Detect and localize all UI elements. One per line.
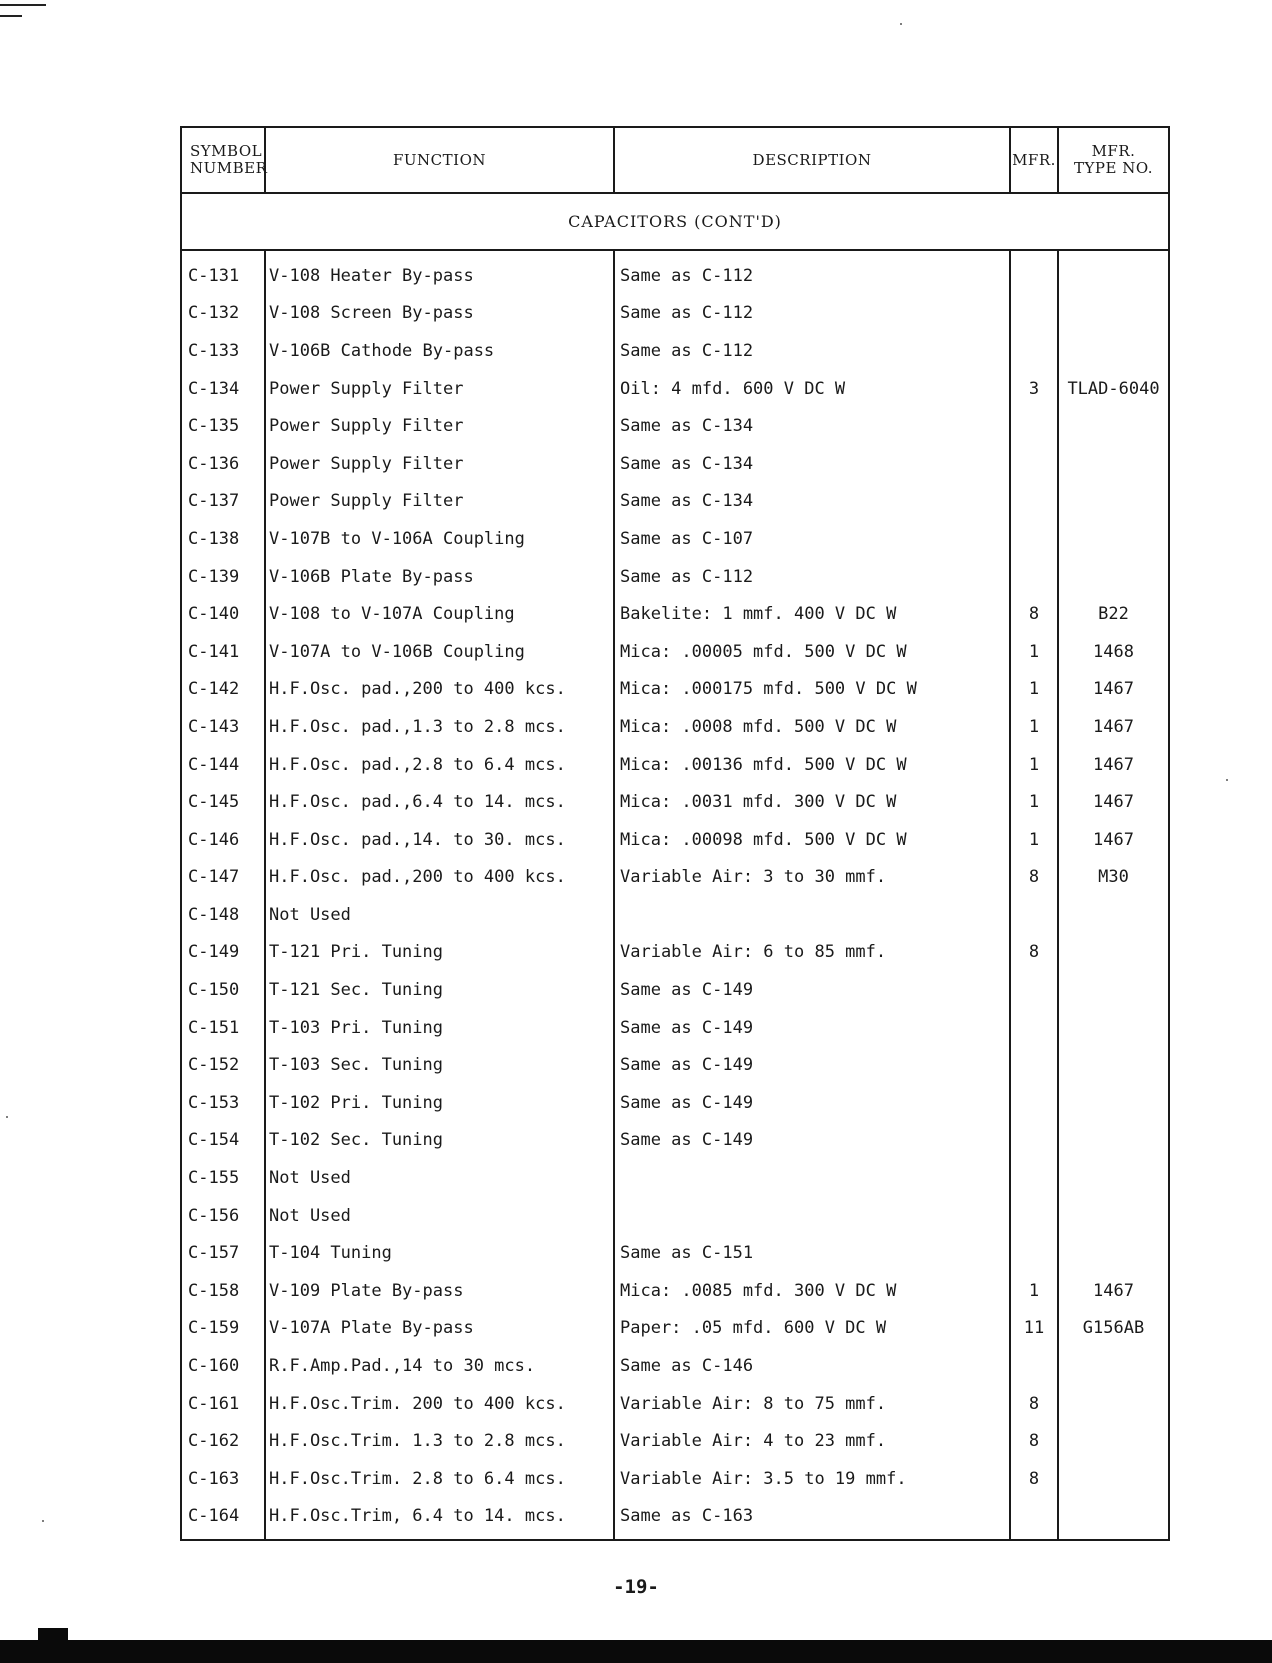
description-cell: Mica: .0085 mfd. 300 V DC W xyxy=(614,1272,1010,1310)
table-row xyxy=(181,558,1169,596)
description-cell: Mica: .00136 mfd. 500 V DC W xyxy=(614,746,1010,784)
function-cell: T-121 Pri. Tuning xyxy=(265,934,614,972)
description-cell: Same as C-151 xyxy=(614,1234,1010,1272)
table-row xyxy=(181,783,1169,821)
description-cell: Same as C-149 xyxy=(614,971,1010,1009)
function-cell: H.F.Osc.Trim. 1.3 to 2.8 mcs. xyxy=(265,1422,614,1460)
description-cell: Same as C-149 xyxy=(614,1122,1010,1160)
mfr-cell: 3 xyxy=(1010,370,1058,408)
mfr-cell xyxy=(1010,1159,1058,1197)
description-cell: Same as C-149 xyxy=(614,1084,1010,1122)
table-row xyxy=(181,1046,1169,1084)
symbol-number-cell: C-160 xyxy=(181,1347,265,1385)
mfr-type-cell xyxy=(1058,407,1169,445)
function-cell: Power Supply Filter xyxy=(265,407,614,445)
table-row xyxy=(181,1197,1169,1235)
mfr-cell: 8 xyxy=(1010,934,1058,972)
function-cell: H.F.Osc.Trim. 2.8 to 6.4 mcs. xyxy=(265,1460,614,1498)
symbol-number-cell: C-142 xyxy=(181,671,265,709)
mfr-type-cell: 1467 xyxy=(1058,671,1169,709)
description-cell: Oil: 4 mfd. 600 V DC W xyxy=(614,370,1010,408)
table-body xyxy=(181,250,1169,1540)
description-cell: Paper: .05 mfd. 600 V DC W xyxy=(614,1310,1010,1348)
table-row xyxy=(181,595,1169,633)
mfr-type-cell: M30 xyxy=(1058,859,1169,897)
mfr-type-cell xyxy=(1058,1234,1169,1272)
mfr-type-cell xyxy=(1058,1009,1169,1047)
function-cell: Power Supply Filter xyxy=(265,445,614,483)
table-row xyxy=(181,821,1169,859)
function-cell: Power Supply Filter xyxy=(265,370,614,408)
table-row xyxy=(181,896,1169,934)
table-row xyxy=(181,1159,1169,1197)
symbol-number-cell: C-163 xyxy=(181,1460,265,1498)
description-cell: Variable Air: 3 to 30 mmf. xyxy=(614,859,1010,897)
mfr-type-cell: 1467 xyxy=(1058,821,1169,859)
function-cell: V-108 to V-107A Coupling xyxy=(265,595,614,633)
mfr-type-cell: TLAD-6040 xyxy=(1058,370,1169,408)
mfr-type-cell xyxy=(1058,1046,1169,1084)
mfr-cell xyxy=(1010,896,1058,934)
mfr-type-cell xyxy=(1058,1422,1169,1460)
function-cell: H.F.Osc.Trim, 6.4 to 14. mcs. xyxy=(265,1498,614,1541)
mfr-cell xyxy=(1010,250,1058,295)
table-row xyxy=(181,332,1169,370)
symbol-number-cell: C-158 xyxy=(181,1272,265,1310)
description-cell: Same as C-146 xyxy=(614,1347,1010,1385)
description-cell: Same as C-149 xyxy=(614,1009,1010,1047)
table-row xyxy=(181,746,1169,784)
mfr-type-cell: G156AB xyxy=(1058,1310,1169,1348)
function-cell: T-103 Pri. Tuning xyxy=(265,1009,614,1047)
table-row xyxy=(181,1009,1169,1047)
description-cell: Mica: .000175 mfd. 500 V DC W xyxy=(614,671,1010,709)
function-cell: Not Used xyxy=(265,1159,614,1197)
symbol-number-cell: C-141 xyxy=(181,633,265,671)
mfr-cell: 8 xyxy=(1010,1422,1058,1460)
symbol-number-cell: C-140 xyxy=(181,595,265,633)
function-cell: H.F.Osc. pad.,6.4 to 14. mcs. xyxy=(265,783,614,821)
mfr-cell xyxy=(1010,1498,1058,1541)
function-cell: H.F.Osc.Trim. 200 to 400 kcs. xyxy=(265,1385,614,1423)
mfr-header: MFR. xyxy=(1010,127,1058,193)
table-row xyxy=(181,971,1169,1009)
function-cell: H.F.Osc. pad.,2.8 to 6.4 mcs. xyxy=(265,746,614,784)
symbol-number-cell: C-147 xyxy=(181,859,265,897)
table-row xyxy=(181,671,1169,709)
description-cell: Same as C-107 xyxy=(614,520,1010,558)
function-cell: T-102 Pri. Tuning xyxy=(265,1084,614,1122)
table-row xyxy=(181,407,1169,445)
mfr-type-cell xyxy=(1058,520,1169,558)
section-title: CAPACITORS (CONT'D) xyxy=(181,193,1169,250)
description-cell: Mica: .00098 mfd. 500 V DC W xyxy=(614,821,1010,859)
function-cell: Not Used xyxy=(265,896,614,934)
symbol-number-cell: C-138 xyxy=(181,520,265,558)
mfr-type-cell: 1468 xyxy=(1058,633,1169,671)
mfr-type-cell xyxy=(1058,1159,1169,1197)
description-cell: Same as C-149 xyxy=(614,1046,1010,1084)
symbol-number-cell: C-162 xyxy=(181,1422,265,1460)
scan-speck xyxy=(900,23,902,25)
table-row xyxy=(181,1084,1169,1122)
function-cell: R.F.Amp.Pad.,14 to 30 mcs. xyxy=(265,1347,614,1385)
mfr-type-cell xyxy=(1058,1122,1169,1160)
mfr-cell xyxy=(1010,483,1058,521)
mfr-cell: 8 xyxy=(1010,859,1058,897)
mfr-cell xyxy=(1010,445,1058,483)
mfr-type-cell: 1467 xyxy=(1058,783,1169,821)
mfr-type-cell: 1467 xyxy=(1058,746,1169,784)
scan-speck xyxy=(6,1116,8,1118)
mfr-type-cell xyxy=(1058,445,1169,483)
symbol-number-cell: C-157 xyxy=(181,1234,265,1272)
function-cell: H.F.Osc. pad.,1.3 to 2.8 mcs. xyxy=(265,708,614,746)
symbol-number-cell: C-149 xyxy=(181,934,265,972)
symbol-number-cell: C-133 xyxy=(181,332,265,370)
symbol-number-cell: C-161 xyxy=(181,1385,265,1423)
table-row xyxy=(181,633,1169,671)
symbol-number-cell: C-164 xyxy=(181,1498,265,1541)
symbol-number-cell: C-154 xyxy=(181,1122,265,1160)
symbol-number-cell: C-145 xyxy=(181,783,265,821)
scan-speck xyxy=(1226,779,1228,781)
mfr-type-cell xyxy=(1058,1084,1169,1122)
table-row xyxy=(181,1310,1169,1348)
table-row xyxy=(181,250,1169,295)
mfr-type-cell xyxy=(1058,1460,1169,1498)
description-cell: Same as C-112 xyxy=(614,295,1010,333)
mfr-cell: 8 xyxy=(1010,1385,1058,1423)
mfr-type-cell xyxy=(1058,1498,1169,1541)
mfr-type-cell xyxy=(1058,934,1169,972)
mfr-cell: 1 xyxy=(1010,708,1058,746)
description-cell: Same as C-134 xyxy=(614,483,1010,521)
table-row xyxy=(181,1385,1169,1423)
symbol-number-cell: C-148 xyxy=(181,896,265,934)
table-row xyxy=(181,370,1169,408)
table-row xyxy=(181,1272,1169,1310)
function-cell: H.F.Osc. pad.,200 to 400 kcs. xyxy=(265,671,614,709)
symbol-number-cell: C-150 xyxy=(181,971,265,1009)
function-cell: T-121 Sec. Tuning xyxy=(265,971,614,1009)
mfr-type-cell xyxy=(1058,1197,1169,1235)
table-row xyxy=(181,1234,1169,1272)
mfr-cell xyxy=(1010,1122,1058,1160)
description-cell: Variable Air: 4 to 23 mmf. xyxy=(614,1422,1010,1460)
symbol-number-cell: C-159 xyxy=(181,1310,265,1348)
symbol-number-cell: C-156 xyxy=(181,1197,265,1235)
symbol-number-cell: C-143 xyxy=(181,708,265,746)
symbol-number-header: SYMBOL NUMBER xyxy=(181,127,265,193)
function-cell: V-107A Plate By-pass xyxy=(265,1310,614,1348)
mfr-cell: 1 xyxy=(1010,821,1058,859)
description-cell xyxy=(614,896,1010,934)
mfr-type-cell xyxy=(1058,971,1169,1009)
function-cell: V-107B to V-106A Coupling xyxy=(265,520,614,558)
description-cell: Same as C-112 xyxy=(614,558,1010,596)
mfr-type-cell: 1467 xyxy=(1058,708,1169,746)
mfr-cell: 8 xyxy=(1010,595,1058,633)
function-cell: T-104 Tuning xyxy=(265,1234,614,1272)
symbol-number-cell: C-144 xyxy=(181,746,265,784)
function-cell: V-109 Plate By-pass xyxy=(265,1272,614,1310)
function-cell: Power Supply Filter xyxy=(265,483,614,521)
mfr-cell: 1 xyxy=(1010,1272,1058,1310)
parts-table xyxy=(180,126,1170,1541)
table-row xyxy=(181,295,1169,333)
mfr-cell xyxy=(1010,407,1058,445)
description-cell: Mica: .0008 mfd. 500 V DC W xyxy=(614,708,1010,746)
mfr-cell xyxy=(1010,1009,1058,1047)
mfr-cell xyxy=(1010,1347,1058,1385)
description-cell: Variable Air: 3.5 to 19 mmf. xyxy=(614,1460,1010,1498)
mfr-type-cell: 1467 xyxy=(1058,1272,1169,1310)
scan-edge-bar xyxy=(0,1640,1272,1663)
function-cell: H.F.Osc. pad.,200 to 400 kcs. xyxy=(265,859,614,897)
corner-scan-mark xyxy=(0,0,48,22)
description-cell: Same as C-163 xyxy=(614,1498,1010,1541)
description-cell: Same as C-134 xyxy=(614,407,1010,445)
mfr-cell xyxy=(1010,558,1058,596)
function-cell: Not Used xyxy=(265,1197,614,1235)
description-cell: Variable Air: 6 to 85 mmf. xyxy=(614,934,1010,972)
mfr-type-header: MFR. TYPE NO. xyxy=(1058,127,1169,193)
mfr-cell: 1 xyxy=(1010,633,1058,671)
mfr-type-cell xyxy=(1058,295,1169,333)
description-cell xyxy=(614,1159,1010,1197)
table-row xyxy=(181,483,1169,521)
mfr-type-cell xyxy=(1058,250,1169,295)
mfr-cell xyxy=(1010,1084,1058,1122)
table-row xyxy=(181,708,1169,746)
mfr-cell: 1 xyxy=(1010,783,1058,821)
mfr-type-cell xyxy=(1058,896,1169,934)
function-cell: H.F.Osc. pad.,14. to 30. mcs. xyxy=(265,821,614,859)
description-cell: Variable Air: 8 to 75 mmf. xyxy=(614,1385,1010,1423)
symbol-number-cell: C-137 xyxy=(181,483,265,521)
function-header: FUNCTION xyxy=(265,127,614,193)
table-row xyxy=(181,859,1169,897)
function-cell: V-108 Screen By-pass xyxy=(265,295,614,333)
symbol-number-cell: C-131 xyxy=(181,250,265,295)
symbol-number-cell: C-134 xyxy=(181,370,265,408)
function-cell: V-106B Plate By-pass xyxy=(265,558,614,596)
table-row xyxy=(181,520,1169,558)
mfr-cell xyxy=(1010,295,1058,333)
symbol-number-cell: C-136 xyxy=(181,445,265,483)
function-cell: V-107A to V-106B Coupling xyxy=(265,633,614,671)
table-row xyxy=(181,445,1169,483)
symbol-number-cell: C-132 xyxy=(181,295,265,333)
symbol-number-cell: C-153 xyxy=(181,1084,265,1122)
description-cell: Same as C-112 xyxy=(614,250,1010,295)
mfr-cell xyxy=(1010,1046,1058,1084)
function-cell: V-106B Cathode By-pass xyxy=(265,332,614,370)
table-row xyxy=(181,1347,1169,1385)
mfr-type-cell xyxy=(1058,1385,1169,1423)
mfr-cell xyxy=(1010,1197,1058,1235)
page-number: -19- xyxy=(613,1576,659,1598)
mfr-cell xyxy=(1010,971,1058,1009)
symbol-number-cell: C-151 xyxy=(181,1009,265,1047)
description-cell: Mica: .00005 mfd. 500 V DC W xyxy=(614,633,1010,671)
description-cell: Bakelite: 1 mmf. 400 V DC W xyxy=(614,595,1010,633)
mfr-cell: 8 xyxy=(1010,1460,1058,1498)
symbol-number-cell: C-135 xyxy=(181,407,265,445)
mfr-cell: 11 xyxy=(1010,1310,1058,1348)
description-cell: Same as C-134 xyxy=(614,445,1010,483)
mfr-cell xyxy=(1010,1234,1058,1272)
function-cell: T-102 Sec. Tuning xyxy=(265,1122,614,1160)
table-row xyxy=(181,1422,1169,1460)
description-cell: Mica: .0031 mfd. 300 V DC W xyxy=(614,783,1010,821)
symbol-number-cell: C-155 xyxy=(181,1159,265,1197)
function-cell: V-108 Heater By-pass xyxy=(265,250,614,295)
table-row xyxy=(181,1460,1169,1498)
table-header xyxy=(181,127,1169,250)
scan-speck xyxy=(42,1520,44,1522)
table-row xyxy=(181,1498,1169,1541)
description-header: DESCRIPTION xyxy=(614,127,1010,193)
symbol-number-cell: C-146 xyxy=(181,821,265,859)
symbol-number-cell: C-152 xyxy=(181,1046,265,1084)
mfr-cell xyxy=(1010,332,1058,370)
mfr-type-cell xyxy=(1058,332,1169,370)
mfr-cell xyxy=(1010,520,1058,558)
description-cell: Same as C-112 xyxy=(614,332,1010,370)
function-cell: T-103 Sec. Tuning xyxy=(265,1046,614,1084)
mfr-cell: 1 xyxy=(1010,671,1058,709)
mfr-type-cell xyxy=(1058,483,1169,521)
mfr-type-cell xyxy=(1058,558,1169,596)
table-row xyxy=(181,1122,1169,1160)
table-row xyxy=(181,934,1169,972)
symbol-number-cell: C-139 xyxy=(181,558,265,596)
description-cell xyxy=(614,1197,1010,1235)
mfr-type-cell: B22 xyxy=(1058,595,1169,633)
mfr-cell: 1 xyxy=(1010,746,1058,784)
mfr-type-cell xyxy=(1058,1347,1169,1385)
